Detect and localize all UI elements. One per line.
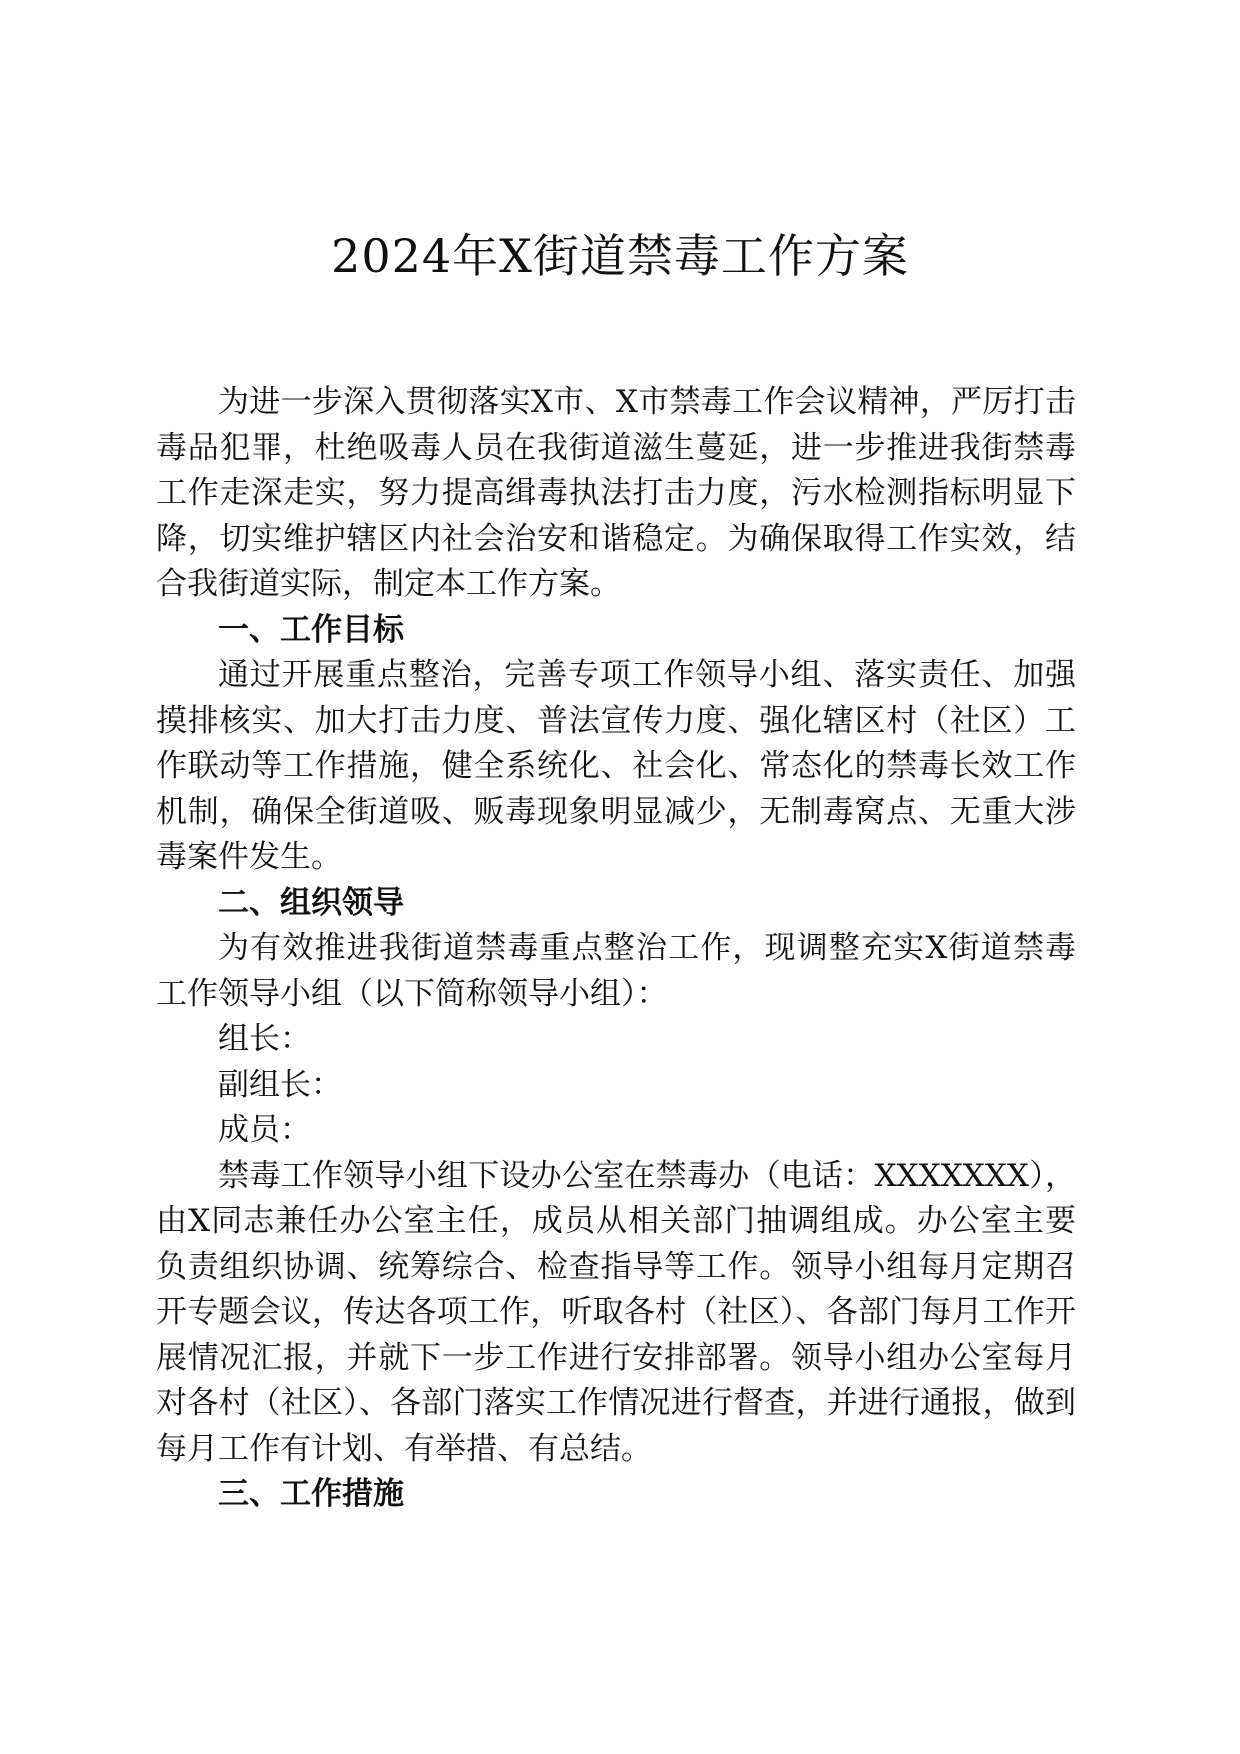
section-heading-goals: 一、工作目标 [218,611,404,648]
organization-paragraph: 为有效推进我街道禁毒重点整治工作，现调整充实X街道禁毒工作领导小组（以下简称领导小组）： [156,930,1076,1012]
office-paragraph: 禁毒工作领导小组下设办公室在禁毒办（电话：XXXXXXX），由X同志兼任办公室主任，成员从相关部门抽调组成。办公室主要负责组织协调、统筹综合、检查指导等工作。领导小组每月定期召开专题会议，传达各项工作，听取各村（社区）、各部门每月工作开展情况汇报，并就下一步工作进行安排部署。领导小组办公室每月对各村（社区）、各部门落实工作情况进行督查，并进行通报，做到每月工作有计划、有举措、有总结。 [156,1157,1076,1467]
deputy-leader-line: 副组长： [218,1066,342,1103]
members-line: 成员： [218,1112,311,1148]
intro-paragraph: 为进一步深入贯彻落实X市、X市禁毒工作会议精神，严厉打击毒品犯罪，杜绝吸毒人员在我街道滋生蔓延，进一步推进我街禁毒工作走深走实，努力提高缉毒执法打击力度，污水检测指标明显下降，切实维护辖区内社会治安和谐稳定。为确保取得工作实效，结合我街道实际，制定本工作方案。 [156,384,1076,602]
section-heading-organization: 二、组织领导 [218,884,404,921]
document-title: 2024年X街道禁毒工作方案 [331,229,909,283]
leader-line: 组长： [218,1021,311,1057]
section-heading-measures: 三、工作措施 [218,1476,404,1512]
goals-paragraph: 通过开展重点整治，完善专项工作领导小组、落实责任、加强摸排核实、加大打击力度、普法宣传力度、强化辖区村（社区）工作联动等工作措施，健全系统化、社会化、常态化的禁毒长效工作机制，确保全街道吸、贩毒现象明显减少，无制毒窝点、无重大涉毒案件发生。 [156,657,1076,875]
document-body [156,380,1076,1518]
